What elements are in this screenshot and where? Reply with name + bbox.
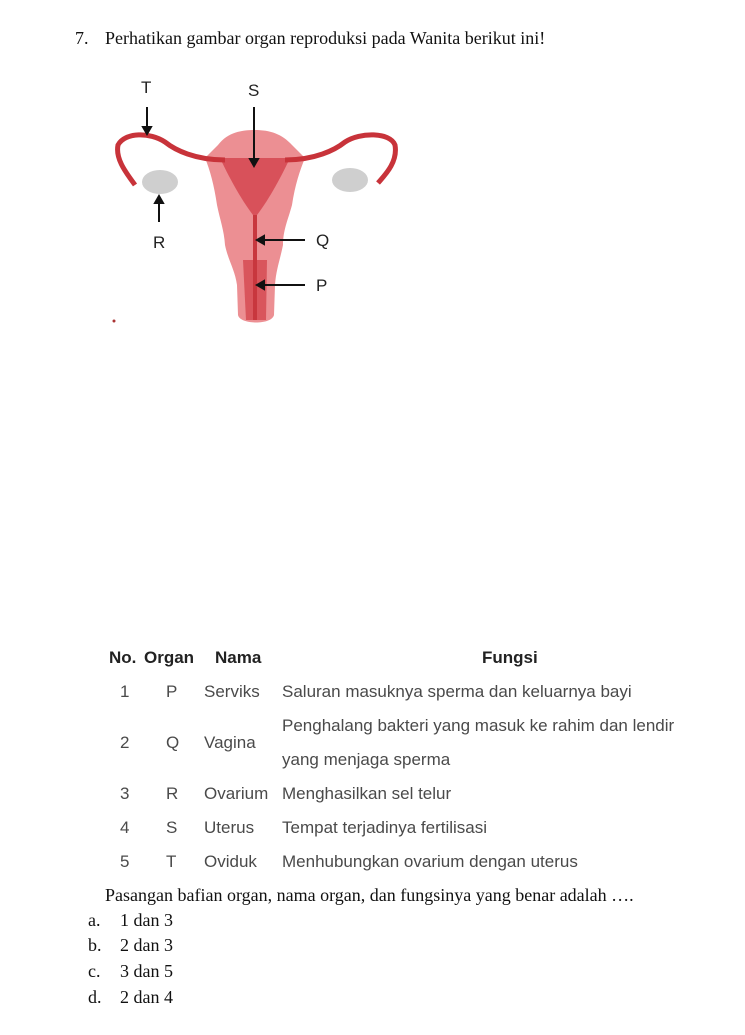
- row-fungsi: Menghasilkan sel telur: [282, 784, 452, 803]
- row-fungsi: Saluran masuknya sperma dan keluarnya bayi: [282, 682, 632, 701]
- row-nama: Serviks: [204, 682, 260, 701]
- right-ovary: [332, 168, 368, 192]
- row-no: 2: [120, 733, 130, 752]
- option-text: 2 dan 3: [120, 935, 173, 955]
- row-fungsi: Penghalang bakteri yang masuk ke rahim dan lendir: [282, 716, 675, 735]
- row-no: 4: [120, 818, 130, 837]
- row-no: 3: [120, 784, 130, 803]
- header-no: No.: [109, 648, 137, 667]
- row-no: 1: [120, 682, 130, 701]
- stray-dot: [113, 320, 116, 323]
- label-p: P: [316, 276, 328, 295]
- option-text: 1 dan 3: [120, 910, 173, 930]
- question-number: 7.: [75, 28, 89, 48]
- option-text: 2 dan 4: [120, 987, 173, 1007]
- row-organ: P: [166, 682, 178, 701]
- row-nama: Vagina: [204, 733, 256, 752]
- row-organ: T: [166, 852, 177, 871]
- row-no: 5: [120, 852, 130, 871]
- row-nama: Ovarium: [204, 784, 269, 803]
- option-letter: d.: [88, 987, 102, 1007]
- option-letter: c.: [88, 961, 101, 981]
- row-fungsi: Menhubungkan ovarium dengan uterus: [282, 852, 578, 871]
- label-q: Q: [316, 231, 330, 250]
- row-organ: R: [166, 784, 179, 803]
- row-nama: Oviduk: [204, 852, 257, 871]
- label-r: R: [153, 233, 166, 252]
- answer-prompt: Pasangan bafian organ, nama organ, dan fungsinya yang benar adalah ….: [105, 885, 634, 905]
- option-letter: b.: [88, 935, 102, 955]
- row-fungsi: Tempat terjadinya fertilisasi: [282, 818, 488, 837]
- reproductive-organ-diagram: [100, 70, 420, 340]
- label-t: T: [141, 78, 152, 97]
- question-text: Perhatikan gambar organ reproduksi pada Wanita berikut ini!: [105, 28, 546, 48]
- option-text: 3 dan 5: [120, 961, 173, 981]
- label-s: S: [248, 81, 260, 100]
- header-fungsi: Fungsi: [482, 648, 538, 667]
- row-fungsi-line2: yang menjaga sperma: [282, 750, 451, 769]
- option-letter: a.: [88, 910, 101, 930]
- row-organ: Q: [166, 733, 180, 752]
- header-organ: Organ: [144, 648, 195, 667]
- row-organ: S: [166, 818, 178, 837]
- header-nama: Nama: [215, 648, 262, 667]
- row-nama: Uterus: [204, 818, 255, 837]
- left-ovary: [142, 170, 178, 194]
